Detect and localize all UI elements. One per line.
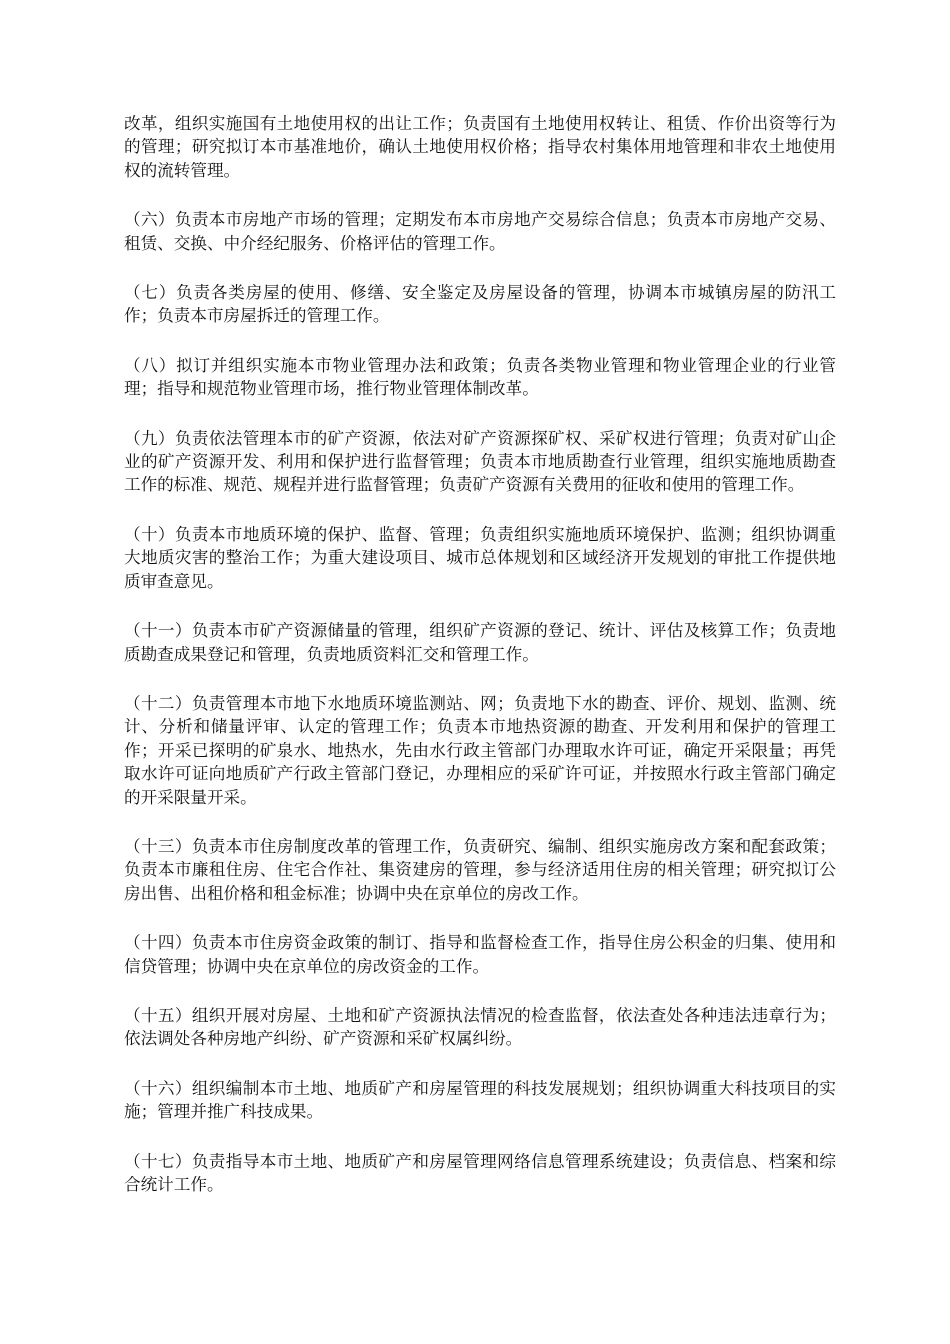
paragraph-item-17: （十七）负责指导本市土地、地质矿产和房屋管理网络信息管理系统建设；负责信息、档案和综合统计工作。 [124,1151,836,1194]
paragraph-item-15: （十五）组织开展对房屋、土地和矿产资源执法情况的检查监督，依法查处各种违法违章行为；依法调处各种房地产纠纷、矿产资源和采矿权属纠纷。 [124,1005,836,1049]
document-body [124,112,836,1222]
paragraph-item-9: （九）负责依法管理本市的矿产资源，依法对矿产资源探矿权、采矿权进行管理；负责对矿山企业的矿产资源开发、利用和保护进行监督管理；负责本市地质勘查行业管理，组织实施地质勘查工作的标准、规范、规程并进行监督管理；负责矿产资源有关费用的征收和使用的管理工作。 [124,428,836,495]
paragraph-item-8: （八）拟订并组织实施本市物业管理办法和政策；负责各类物业管理和物业管理企业的行业管理；指导和规范物业管理市场，推行物业管理体制改革。 [124,355,836,399]
paragraph-item-6: （六）负责本市房地产市场的管理；定期发布本市房地产交易综合信息；负责本市房地产交易、租赁、交换、中介经纪服务、价格评估的管理工作。 [124,210,836,253]
paragraph-item-12: （十二）负责管理本市地下水地质环境监测站、网；负责地下水的勘查、评价、规划、监测、统计、分析和储量评审、认定的管理工作；负责本市地热资源的勘查、开发利用和保护的管理工作；开采已探明的矿泉水、地热水，先由水行政主管部门办理取水许可证，确定开采限量；再凭取水许可证向地质矿产行政主管部门登记，办理相应的采矿许可证，并按照水行政主管部门确定的开采限量开采。 [124,693,836,807]
paragraph-item-16: （十六）组织编制本市土地、地质矿产和房屋管理的科技发展规划；组织协调重大科技项目的实施；管理并推广科技成果。 [124,1078,836,1122]
paragraph-item-13: （十三）负责本市住房制度改革的管理工作，负责研究、编制、组织实施房改方案和配套政策；负责本市廉租住房、住宅合作社、集资建房的管理，参与经济适用住房的相关管理；研究拟订公房出售、出租价格和租金标准；协调中央在京单位的房改工作。 [124,836,836,903]
paragraph-item-7: （七）负责各类房屋的使用、修缮、安全鉴定及房屋设备的管理，协调本市城镇房屋的防汛工作；负责本市房屋拆迁的管理工作。 [124,283,836,326]
paragraph-item-14: （十四）负责本市住房资金政策的制订、指导和监督检查工作，指导住房公积金的归集、使用和信贷管理；协调中央在京单位的房改资金的工作。 [124,933,836,976]
paragraph-item-11: （十一）负责本市矿产资源储量的管理，组织矿产资源的登记、统计、评估及核算工作；负责地质勘查成果登记和管理，负责地质资料汇交和管理工作。 [124,621,836,664]
paragraph-continued-land: 改革，组织实施国有土地使用权的出让工作；负责国有土地使用权转让、租赁、作价出资等行为的管理；研究拟订本市基准地价，确认土地使用权价格；指导农村集体用地管理和非农土地使用权的流转管理。 [124,114,836,180]
paragraph-item-10: （十）负责本市地质环境的保护、监督、管理；负责组织实施地质环境保护、监测；组织协调重大地质灾害的整治工作；为重大建设项目、城市总体规划和区域经济开发规划的审批工作提供地质审查意见。 [124,524,836,591]
